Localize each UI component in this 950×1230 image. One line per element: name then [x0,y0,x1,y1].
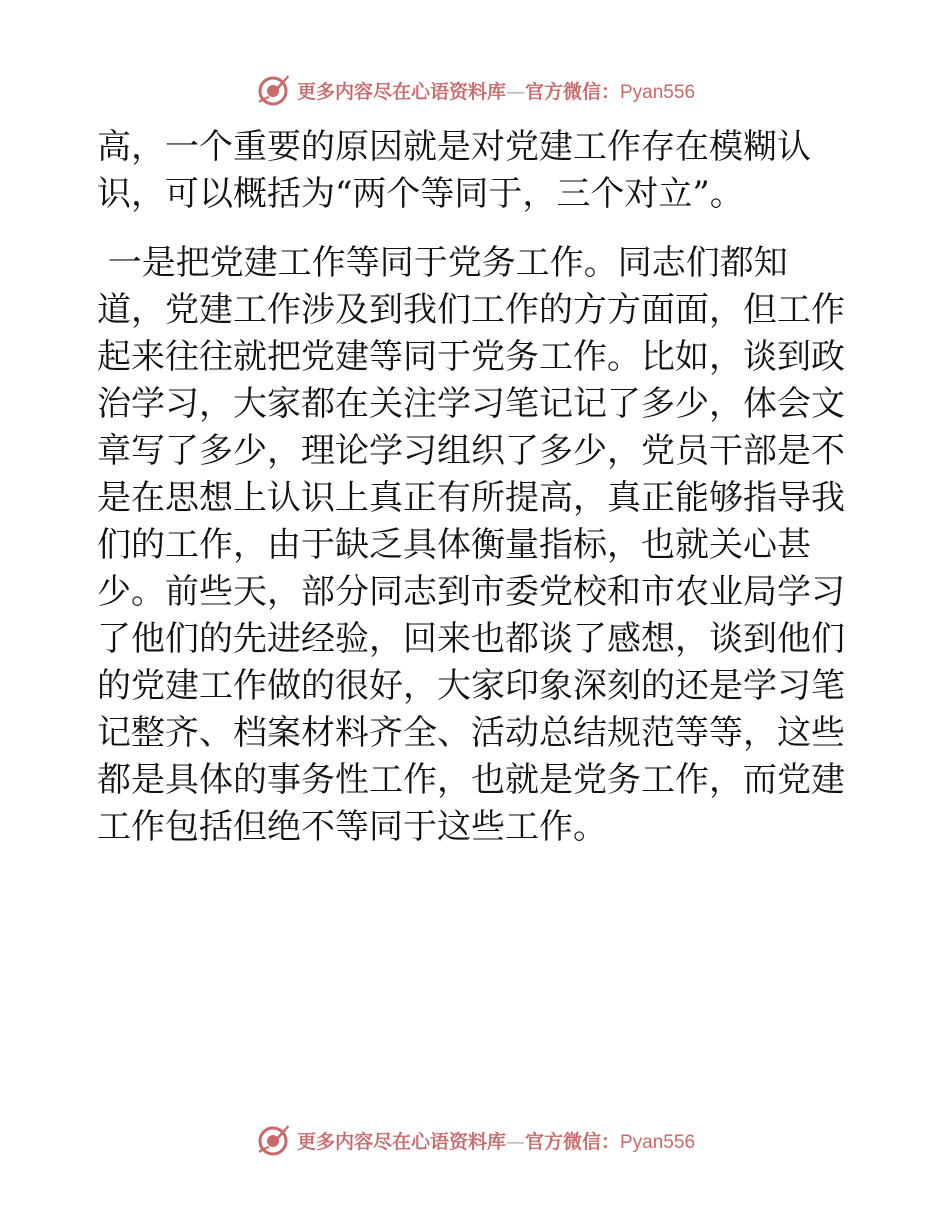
text-line: 工作包括但绝不等同于这些工作。 [97,807,607,847]
footer-banner-account: Pyan556 [620,1131,696,1153]
text-line: 们的工作，由于缺乏具体衡量指标，也就关心甚 [97,525,811,565]
text-line: 起来往往就把党建等同于党务工作。比如，谈到政 [97,337,845,377]
footer-banner-text [297,1127,695,1154]
text-line: 记整齐、档案材料齐全、活动总结规范等等，这些 [97,713,845,753]
text-line: 一是把党建工作等同于党务工作。同志们都知 [97,243,788,283]
header-banner [0,70,950,110]
paragraph-gap [97,218,857,240]
text-line: 都是具体的事务性工作，也就是党务工作，而党建 [97,760,845,800]
text-line: 少。前些天，部分同志到市委党校和市农业局学习 [97,572,845,612]
text-line: 高，一个重要的原因就是对党建工作存在模糊认 [97,127,811,167]
footer-banner-wechat: 官方微信： [524,1130,620,1153]
footer-banner-main: 更多内容尽在心语资料库 [296,1130,506,1153]
text-line: 章写了多少，理论学习组织了多少，党员干部是不 [97,431,845,471]
quill-circle-logo-icon [255,1122,291,1158]
paragraph-2 [97,240,857,851]
header-banner-text [297,77,695,104]
text-line: 了他们的先进经验，回来也都谈了感想，谈到他们 [97,619,845,659]
header-banner-main: 更多内容尽在心语资料库 [296,80,506,103]
quill-circle-logo-icon [255,72,291,108]
text-line: 治学习，大家都在关注学习笔记记了多少，体会文 [97,384,845,424]
paragraph-1 [97,124,857,218]
text-line: 的党建工作做的很好，大家印象深刻的还是学习笔 [97,666,845,706]
header-banner-separator: — [505,80,525,103]
footer-banner [0,1120,950,1160]
text-line: 道，党建工作涉及到我们工作的方方面面，但工作 [97,290,845,330]
header-banner-account: Pyan556 [620,81,696,103]
text-line: 是在思想上认识上真正有所提高，真正能够指导我 [97,478,845,518]
header-banner-wechat: 官方微信： [524,80,620,103]
document-body [97,124,857,851]
text-line: 识，可以概括为“两个等同于，三个对立”。 [97,174,744,214]
footer-banner-separator: — [505,1130,525,1153]
